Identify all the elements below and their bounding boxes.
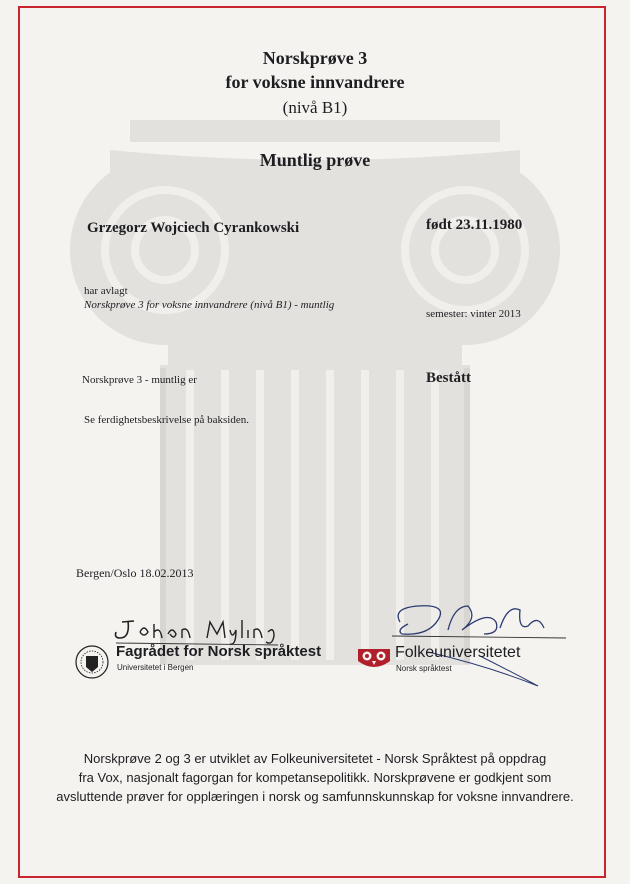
left-org-name: Fagrådet for Norsk språktest	[116, 643, 322, 660]
red-border	[18, 6, 606, 878]
note: Se ferdighetsbeskrivelse på baksiden.	[84, 414, 249, 426]
result-value: Bestått	[426, 370, 471, 386]
footer-line-3: avsluttende prøver for opplæringen i norsk og samfunnskunnskap for voksne innvandrere.	[56, 789, 574, 804]
certificate-subtitle: for voksne innvandrere	[225, 72, 405, 92]
place-date: Bergen/Oslo 18.02.2013	[76, 566, 194, 580]
footer-line-2: fra Vox, nasjonalt fagorgan for kompetansepolitikk. Norskprøvene er godkjent som	[78, 770, 552, 785]
result-label: Norskprøve 3 - muntlig er	[82, 374, 197, 386]
folkeuniversitetet-logo-icon	[356, 645, 392, 671]
exam-name: Norskprøve 3 for voksne innvandrere (nivå B1) - muntlig	[84, 299, 335, 311]
footer-line-1: Norskprøve 2 og 3 er utviklet av Folkeuniversitetet - Norsk Språktest på oppdrag	[83, 751, 547, 766]
passed-label: har avlagt	[84, 285, 128, 297]
right-org-name: Folkeuniversitetet	[395, 644, 521, 661]
exam-type: Muntlig prøve	[259, 150, 371, 170]
uib-seal-icon	[75, 645, 109, 679]
left-org-sub: Universitetet i Bergen	[117, 663, 194, 672]
birth-date: født 23.11.1980	[426, 217, 523, 233]
left-signature-image	[112, 612, 282, 646]
semester: semester: vinter 2013	[426, 308, 521, 320]
level: (nivå B1)	[282, 98, 348, 117]
right-org-sub: Norsk språktest	[396, 664, 452, 673]
candidate-name: Grzegorz Wojciech Cyrankowski	[87, 220, 300, 236]
certificate-title: Norskprøve 3	[262, 48, 368, 68]
